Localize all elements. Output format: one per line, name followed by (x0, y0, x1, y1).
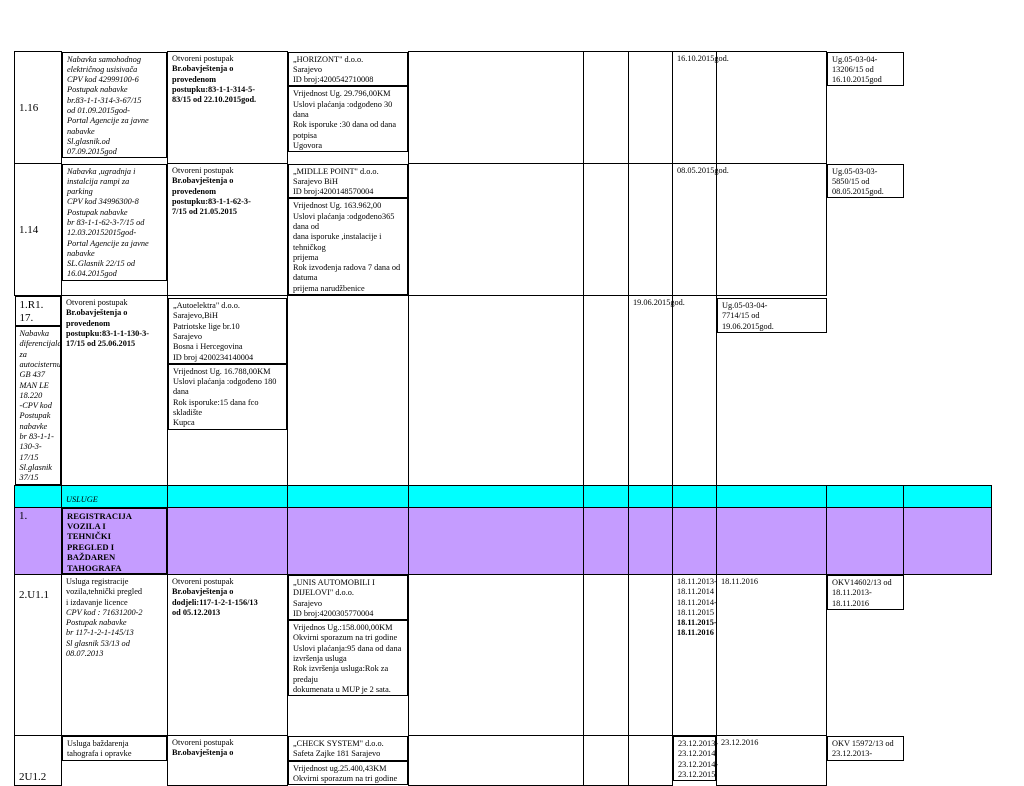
row-number: 1.R1. 17. (15, 296, 62, 326)
empty-cell (584, 507, 629, 574)
subject-details: CPV kod : 71631200-2 Postupak nabavke br 117-1-2-1-145/13 Sl glasnik 53/13 od 08.07.2013 (66, 607, 143, 659)
procedure-cell (168, 574, 288, 735)
table-row (15, 574, 992, 735)
empty-cell (15, 485, 62, 507)
section-title: REGISTRACIJA VOZILA I TEHNIČKI PREGLED I BAŽDAREN TAHOGRAFA (62, 508, 167, 574)
procedure-notice: Br.obavještenja o (172, 748, 234, 758)
table-row (15, 52, 992, 164)
empty-cell (827, 507, 904, 574)
empty-cell (584, 296, 629, 485)
procedure-notice: Br.obavještenja o provedenom postupku:83-1-1-314-5- 83/15 od 22.10.2015god. (172, 64, 257, 105)
end-date-cell (673, 296, 717, 485)
end-date-cell: 18.11.2016 (717, 574, 827, 735)
end-date-cell (717, 52, 827, 164)
empty-cell (673, 485, 717, 507)
period-line: 18.11.2014-18.11.2015 (677, 597, 717, 617)
procurement-table (14, 51, 992, 786)
empty-cell (673, 507, 717, 574)
empty-cell (409, 52, 584, 164)
section-title: USLUGE (62, 485, 168, 507)
empty-cell (584, 164, 629, 296)
empty-cell (288, 485, 409, 507)
empty-cell (629, 52, 673, 164)
empty-cell (409, 485, 584, 507)
empty-cell (629, 507, 673, 574)
contract-cell: OKV 15972/13 od 23.12.2013- (827, 736, 904, 761)
supplier-cell: „HORIZONT" d.o.o. Sarajevo ID broj:4200542710008 (288, 52, 408, 87)
empty-cell (584, 52, 629, 164)
period-cell: 16.10.2015god. (673, 52, 717, 164)
period-cell: 19.06.2015god. (629, 296, 673, 485)
contract-cell: OKV14602/13 od 18.11.2013- 18.11.2016 (827, 575, 904, 610)
empty-cell (288, 507, 409, 574)
empty-cell (409, 507, 584, 574)
empty-cell (717, 485, 827, 507)
section-number: 1. (15, 507, 62, 574)
procedure-cell (62, 296, 168, 485)
conditions-cell: Vrijednost Ug. 29.796,00KM Uslovi plaćanja :odgođeno 30 dana Rok isporuke :30 dana od dana potpisa Ugovora (288, 86, 408, 152)
end-date-cell: 23.12.2016 (717, 735, 827, 785)
empty-cell (717, 507, 827, 574)
subject-text: Usluga registracije vozila,tehnički pregled i izdavanje licence (66, 576, 143, 607)
table-row (15, 735, 992, 785)
empty-cell (584, 574, 629, 735)
period-cell: 08.05.2015god. (673, 164, 717, 296)
supplier-cell: „MIDLLE POINT" d.o.o. Sarajevo BiH ID broj:4200148570004 (288, 164, 408, 199)
procedure-notice: Br.obavještenja o provedenom postupku:83-1-1-130-3- 17/15 od 25.06.2015 (66, 308, 149, 349)
procedure-type: Otvoreni postupak (172, 166, 234, 175)
empty-cell (168, 485, 288, 507)
contract-cell: Ug.05-03-04- 13206/15 od 16.10.2015god (827, 52, 904, 87)
empty-cell (409, 574, 584, 735)
procedure-notice: Br.obavještenja o dodjeli:117-1-2-1-156/13 od 05.12.2013 (172, 587, 258, 617)
subject-cell (62, 574, 168, 735)
subject-cell: Nabavka ,ugradnja i instalcija rampi za parking CPV kod 34996300-8 Postupak nabavke br 83-1-1-62-3-7/15 od 12.03.20152015god- Portal Agencije za javne nabavke SL.Glasnik 22/15 od 16.04.2015god (62, 164, 167, 281)
empty-cell (629, 485, 673, 507)
supplier-cell: „Autoelektra" d.o.o. Sarajevo,BiH Patriotske lige br.10 Sarajevo Bosna i Hercegovina ID broj 4200234140004 (168, 298, 287, 364)
empty-cell (288, 296, 409, 485)
empty-cell (409, 735, 584, 785)
empty-cell (584, 735, 629, 785)
procedure-type: Otvoreni postupak (172, 54, 234, 63)
procedure-type: Otvoreni postupak (66, 298, 128, 308)
procedure-type: Otvoreni postupak (172, 737, 234, 747)
conditions-cell: Vrijednost ug.25.400,43KM Okvirni sporazum na tri godine (288, 761, 408, 786)
empty-cell (629, 574, 673, 735)
conditions-cell: Vrijednos Ug.:158.000,00KM Okvirni sporazum na tri godine Uslovi plaćanja:95 dana od dana izvršenja usluga Rok izvršenja usluga:Rok za predaju dokumenata u MUP je 2 sata. (288, 620, 408, 696)
empty-cell (168, 507, 288, 574)
empty-cell (409, 164, 584, 296)
procedure-type: Otvoreni postupak (172, 576, 234, 586)
table-row (15, 296, 992, 485)
procedure-notice: Br.obavještenja o provedenom postupku:83-1-1-62-3- 7/15 od 21.05.2015 (172, 176, 251, 217)
row-number: 1.16 (15, 52, 62, 164)
supplier-cell: „UNIS AUTOMOBILI I DIJELOVI" d.o.o. Sarajevo ID broj:4200305770004 (288, 575, 408, 620)
subject-cell: Nabavka samohodnog električnog usisivača CPV kod 42999100-6 Postupak nabavke br.83-1-1-314-3-67/15 od 01.09.2015god- Portal Agencije za javne nabavke Sl.glasnik.od 07.09.2015god (62, 52, 167, 159)
empty-cell (629, 735, 673, 785)
contract-cell: Ug.05-03-03- 5850/15 od 08.05.2015god. (827, 164, 904, 199)
empty-cell (409, 296, 584, 485)
section-header-row (15, 485, 992, 507)
procedure-cell (168, 735, 288, 785)
period-line-current: 18.11.2015-18.11.2016 (677, 618, 717, 638)
procedure-cell (168, 52, 288, 164)
subject-cell: Usluga baždarenja tahografa i opravke (62, 736, 167, 761)
period-cell: 23.12.2013-23.12.2014 23.12.2014-23.12.2015 (673, 736, 716, 781)
empty-cell (629, 164, 673, 296)
conditions-cell: Vrijednost Ug. 16.788,00KM Uslovi plaćanja :odgođeno 180 dana Rok isporuke:15 dana fco skladište Kupca (168, 364, 287, 430)
row-number: 2U1.2 (15, 735, 62, 785)
row-number: 2.U1.1 (15, 574, 62, 735)
row-number: 1.14 (15, 164, 62, 296)
conditions-cell: Vrijednost Ug. 163.962,00 Uslovi plaćanja :odgođeno365 dana od dana isporuke ,instalacije i tehničkog prijema Rok izvođenja radova 7 dana od datuma prijema narudžbenice (288, 198, 408, 295)
empty-cell (584, 485, 629, 507)
supplier-cell: „CHECK SYSTEM" d.o.o. Safeta Zajke 181 Sarajevo (288, 736, 408, 761)
end-date-cell (717, 164, 827, 296)
table-row (15, 164, 992, 296)
procedure-cell (168, 164, 288, 296)
period-cell (673, 574, 717, 735)
section-header-row (15, 507, 992, 574)
empty-cell (904, 507, 992, 574)
subject-cell: Nabavka diferencijala za autocisternu GB 437 MAN LE 18.220 -CPV kod Postupak nabavke br 83-1-1-130-3-17/15 Sl.glasnik 37/15 (15, 326, 62, 484)
empty-cell (904, 485, 992, 507)
empty-cell (827, 485, 904, 507)
period-line: 18.11.2013-18.11.2014 (677, 576, 717, 597)
contract-cell: Ug.05-03-04- 7714/15 od 19.06.2015god. (717, 298, 827, 333)
